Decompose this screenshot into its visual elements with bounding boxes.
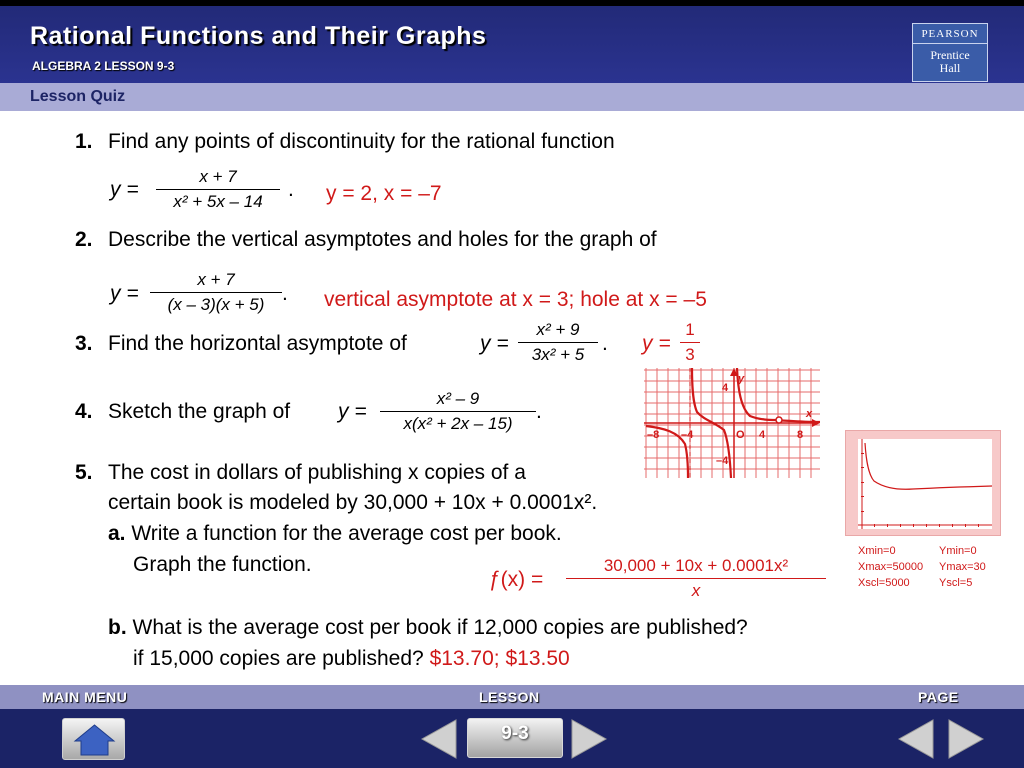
q1-fraction	[156, 167, 280, 212]
page-label: PAGE	[918, 689, 959, 705]
q4-tick-neg4: –4	[681, 429, 694, 441]
q4-tick-yneg4: –4	[716, 455, 729, 467]
main-menu-button[interactable]	[62, 718, 125, 760]
q2-denominator: (x – 3)(x + 5)	[167, 295, 265, 314]
q1-answer: y = 2, x = –7	[326, 182, 442, 205]
q1-numerator: x + 7	[199, 167, 237, 186]
logo-line-3: Hall	[939, 61, 961, 75]
q4-lhs: y =	[338, 400, 367, 423]
q2-numerator: x + 7	[197, 270, 235, 289]
q4-answer-graph	[644, 368, 820, 478]
q5-part-a-line2: Graph the function.	[133, 553, 312, 576]
q4-denominator: x(x² + 2x – 15)	[403, 414, 513, 433]
q5-part-a-line1: Write a function for the average cost per book.	[131, 522, 562, 545]
q3-answer-den: 3	[685, 345, 695, 364]
q4-text: Sketch the graph of	[108, 400, 291, 423]
q2-number: 2.	[75, 228, 93, 251]
q4-y-axis-label: y	[738, 373, 745, 385]
q5-part-a-label: a.	[108, 522, 126, 545]
q3-answer-fraction	[680, 320, 700, 365]
page-title: Rational Functions and Their Graphs	[30, 22, 487, 50]
window-xmax: Xmax=50000	[858, 561, 924, 573]
q4-numerator: x² – 9	[436, 389, 480, 408]
section-bar	[0, 83, 1024, 111]
q3-lhs: y =	[480, 332, 509, 355]
q4-origin-label: O	[736, 429, 745, 441]
q5-answer-fraction	[566, 556, 826, 601]
q5-number: 5.	[75, 461, 93, 484]
q3-numerator: x² + 9	[536, 320, 580, 339]
q5-part-b-line1: What is the average cost per book if 12,000 copies are published?	[132, 616, 748, 639]
window-xscl: Xscl=5000	[858, 577, 910, 589]
q2-text: Describe the vertical asymptotes and holes for the graph of	[108, 228, 657, 251]
window-yscl: Yscl=5	[939, 577, 973, 589]
lesson-number-box[interactable]	[467, 718, 563, 758]
window-xmin: Xmin=0	[858, 545, 896, 557]
q4-number: 4.	[75, 400, 93, 423]
q5-answer-lhs: ƒ(x) =	[489, 568, 544, 591]
q3-denominator: 3x² + 5	[531, 345, 585, 364]
q5-line1: The cost in dollars of publishing x copies of a	[108, 461, 526, 484]
home-icon	[63, 719, 126, 761]
page-next-arrow-icon[interactable]	[945, 716, 987, 762]
q5-part-b-line2: if 15,000 copies are published?	[133, 647, 424, 670]
lesson-subtitle: ALGEBRA 2 LESSON 9-3	[32, 59, 175, 73]
q2-fraction	[150, 270, 282, 315]
q3-text: Find the horizontal asymptote of	[108, 332, 407, 355]
q3-fraction	[518, 320, 598, 365]
q2-answer: vertical asymptote at x = 3; hole at x = –5	[324, 288, 707, 311]
q3-answer-num: 1	[685, 320, 695, 339]
section-label: Lesson Quiz	[30, 88, 126, 105]
q2-lhs: y =	[110, 282, 139, 305]
q4-fraction	[380, 389, 536, 434]
lesson-next-arrow-icon[interactable]	[568, 716, 610, 762]
q3-answer-lhs: y =	[642, 332, 671, 355]
q4-tick-4: 4	[759, 429, 766, 441]
q1-lhs: y =	[110, 178, 139, 201]
q5-answer-denominator: x	[691, 581, 701, 600]
lesson-number: 9-3	[501, 723, 529, 744]
q1-text: Find any points of discontinuity for the rational function	[108, 130, 615, 153]
window-ymax: Ymax=30	[939, 561, 986, 573]
lesson-prev-arrow-icon[interactable]	[418, 716, 460, 762]
q4-tick-neg8: –8	[647, 429, 660, 441]
q5-answer-numerator: 30,000 + 10x + 0.0001x²	[603, 556, 789, 575]
q5-part-a	[108, 522, 562, 546]
q5-part-b-answer: $13.70; $13.50	[429, 647, 570, 670]
main-menu-label: MAIN MENU	[42, 689, 128, 705]
q5-part-b-label: b.	[108, 616, 127, 639]
q5-part-b	[108, 616, 748, 640]
q4-x-axis-label: x	[806, 408, 813, 420]
q4-tick-y4: 4	[722, 382, 729, 394]
window-ymin: Ymin=0	[939, 545, 977, 557]
q1-number: 1.	[75, 130, 93, 153]
avg-cost-graph	[858, 439, 992, 529]
lesson-label: LESSON	[479, 689, 540, 705]
q5-part-b-line2-row	[133, 647, 570, 671]
q5-line2: certain book is modeled by 30,000 + 10x + 0.0001x².	[108, 491, 598, 514]
publisher-logo	[912, 23, 988, 82]
header-bar	[0, 6, 1024, 83]
page-prev-arrow-icon[interactable]	[895, 716, 937, 762]
logo-line-2: Prentice	[930, 48, 970, 62]
q1-denominator: x² + 5x – 14	[173, 192, 263, 211]
q4-tick-8: 8	[797, 429, 804, 441]
calculator-screen	[845, 430, 1001, 536]
logo-line-1: PEARSON	[913, 28, 987, 44]
q3-number: 3.	[75, 332, 93, 355]
